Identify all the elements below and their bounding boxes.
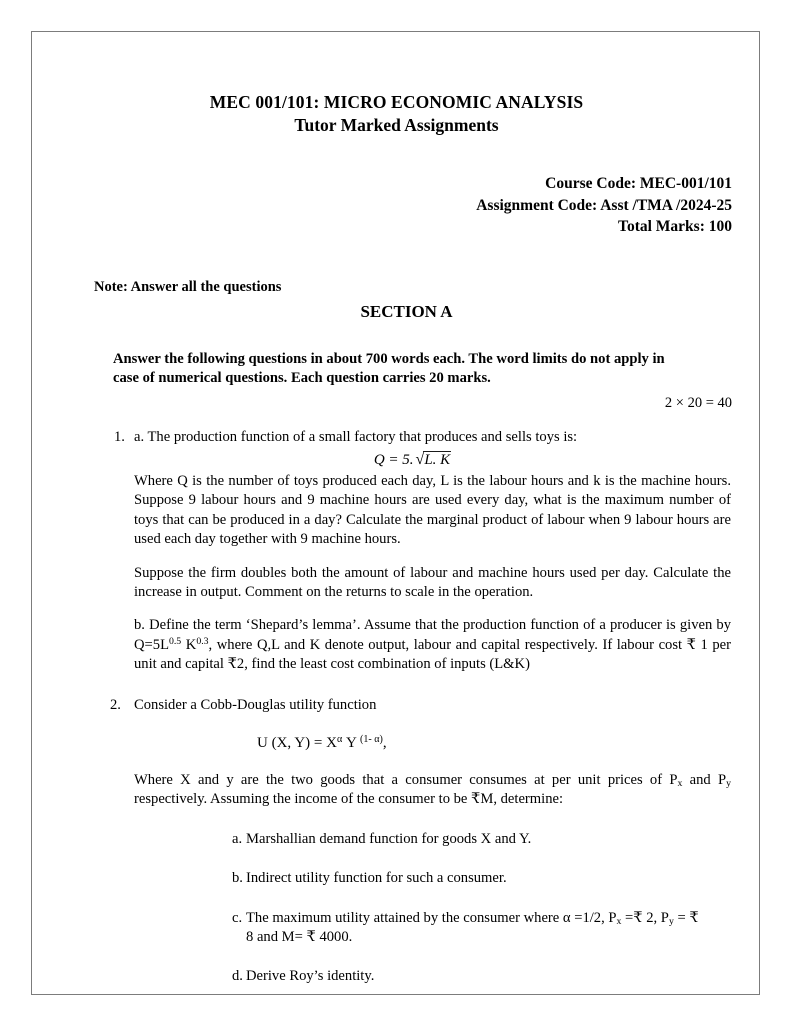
page-border	[31, 31, 760, 995]
assignment-code: Assignment Code: Asst /TMA /2024-25	[476, 196, 732, 214]
section-heading: SECTION A	[360, 301, 453, 321]
price-y-subscript: y	[726, 778, 731, 790]
utility-formula-tail: ,	[382, 734, 387, 751]
question-gap	[32, 675, 761, 696]
square-root-icon	[414, 449, 452, 471]
sub-item-b-text: Indirect utility function for such a consumer.	[246, 870, 507, 887]
sub-item-a	[134, 830, 731, 849]
question-1-part-b	[134, 616, 731, 674]
page-subtitle: Tutor Marked Assignments	[294, 115, 499, 135]
utility-exponent-alpha: α	[336, 733, 343, 745]
radicand: L. K	[424, 451, 451, 468]
sub-item-c-segment-3: = ₹ 8 and M= ₹ 4000.	[246, 909, 699, 945]
utility-formula-lead: U (X, Y) = X	[257, 734, 337, 751]
part-b-segment-2: K	[181, 636, 197, 653]
utility-formula-mid: Y	[342, 734, 361, 751]
sub-item-c-letter: c.	[232, 909, 243, 926]
instructions-paragraph: Answer the following questions in about 700 words each. The word limits do not apply in case of numerical questions. Each question carries 20 marks.	[113, 350, 665, 386]
question-item-1	[32, 428, 761, 675]
radical-sign: √	[415, 450, 425, 468]
question-item-2	[32, 696, 761, 987]
where-segment-3: respectively. Assuming the income of the consumer to be ₹M, determine:	[134, 791, 564, 808]
page-title: MEC 001/101: MICRO ECONOMIC ANALYSIS	[209, 92, 584, 112]
part-b-segment-3: , where Q,L and K denote output, labour and capital respectively. If labour cost ₹ 1 per unit and capital ₹2, find the least cost combination of inputs (L&K)	[134, 636, 731, 673]
production-function-formula	[134, 449, 731, 471]
sub-item-d	[134, 967, 731, 986]
part-b-exponent-2: 0.3	[196, 635, 209, 647]
course-code: Course Code: MEC-001/101	[545, 175, 732, 192]
question-1-paragraph-2: Suppose the firm doubles both the amount of labour and machine hours used per day. Calculate the increase in output. Comment on the returns to scale in the operation.	[134, 564, 731, 600]
where-segment-1: Where X and y are the two goods that a consumer consumes at per unit prices of P	[134, 771, 678, 788]
sub-item-c-segment-2: =₹ 2, P	[621, 909, 669, 926]
document-page	[32, 32, 761, 996]
course-meta-block	[32, 173, 761, 238]
utility-exponent-one-minus-alpha: (1- α)	[360, 733, 383, 745]
price-x-subscript: x	[677, 778, 683, 790]
total-marks: Total Marks: 100	[618, 218, 732, 235]
marks-allocation: 2 × 20 = 40	[664, 394, 732, 411]
utility-function-formula	[134, 732, 731, 754]
question-2-where-paragraph	[134, 771, 731, 810]
sub-item-a-letter: a.	[232, 830, 243, 847]
sub-item-c-price-x-subscript: x	[616, 915, 622, 927]
part-b-exponent-1: 0.5	[168, 635, 182, 647]
where-segment-2: and P	[682, 771, 727, 788]
question-1-intro: a. The production function of a small factory that produces and sells toys is:	[134, 428, 578, 445]
sub-item-c-price-y-subscript: y	[668, 915, 674, 927]
part-b-segment-1: b. Define the term ‘Shepard’s lemma’. Assume that the production function of a producer is given by Q=5L	[134, 617, 731, 653]
question-number-1: 1.	[114, 428, 125, 445]
sub-item-c-segment-1: The maximum utility attained by the consumer where α =1/2, P	[246, 909, 617, 926]
sub-item-b	[134, 869, 731, 888]
question-2-sub-list	[134, 830, 731, 987]
question-1-paragraph-1: Where Q is the number of toys produced each day, L is the labour hours and k is the machine hours. Suppose 9 labour hours and 9 machine hours are used every day, what is the maximum number of toys that can be produced in a day? Calculate the marginal product of labour when 9 labour hours are used each day together with 9 machine hours.	[134, 472, 731, 548]
note-answer-all: Note: Answer all the questions	[94, 278, 282, 295]
sub-item-d-letter: d.	[232, 968, 243, 985]
sub-item-c	[134, 909, 731, 948]
sub-item-a-text: Marshallian demand function for goods X and Y.	[246, 830, 532, 847]
question-number-2: 2.	[110, 696, 121, 713]
sub-item-b-letter: b.	[232, 870, 243, 887]
question-2-intro: Consider a Cobb-Douglas utility function	[134, 696, 377, 713]
question-list	[32, 428, 761, 987]
sub-item-d-text: Derive Roy’s identity.	[246, 968, 375, 985]
formula-lhs: Q = 5.	[373, 451, 414, 468]
